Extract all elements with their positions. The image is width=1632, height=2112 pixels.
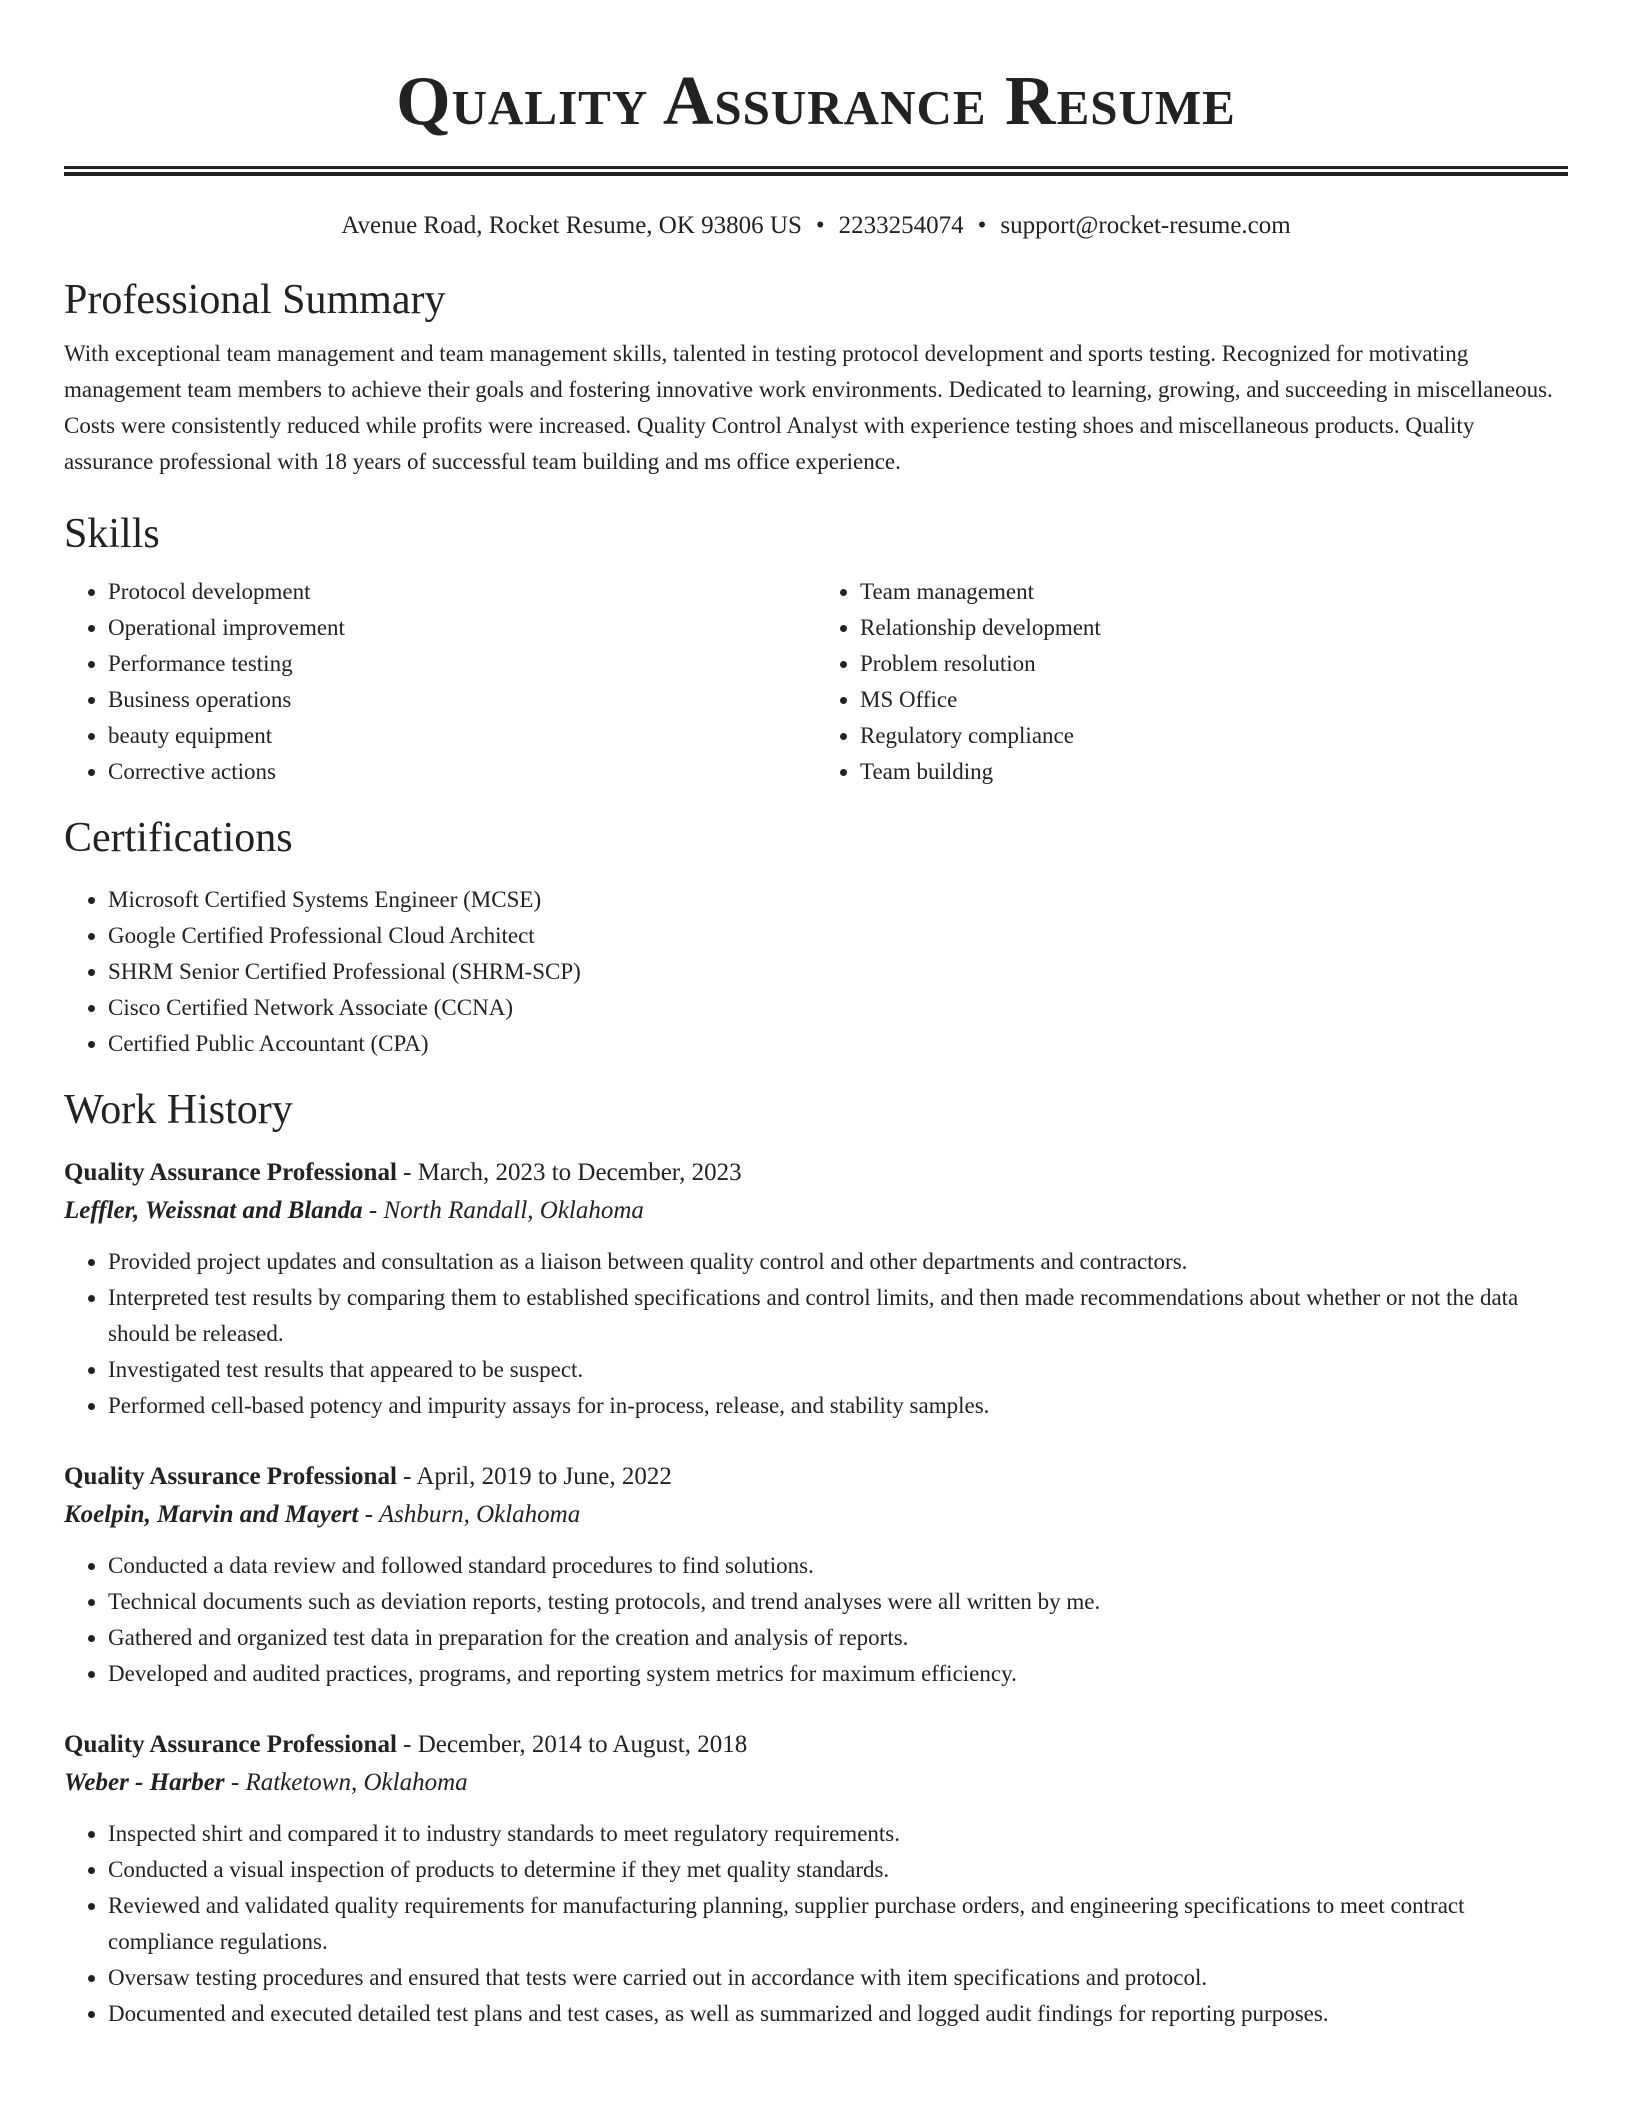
skill-item: • Team building xyxy=(860,754,1568,790)
skill-item: • beauty equipment xyxy=(108,718,816,754)
job-bullet-list xyxy=(64,1816,1568,2032)
job-bullet: • Oversaw testing procedures and ensured that tests were carried out in accordance with item specifications and protocol. xyxy=(108,1960,1568,1996)
skill-item: • MS Office xyxy=(860,682,1568,718)
job-dash: - xyxy=(358,1501,379,1528)
certification-item: • Microsoft Certified Systems Engineer (MCSE) xyxy=(108,882,1568,918)
job-bullet: • Conducted a data review and followed standard procedures to find solutions. xyxy=(108,1548,1568,1584)
title-divider xyxy=(64,166,1568,176)
skill-item: • Protocol development xyxy=(108,574,816,610)
job-bullet: • Conducted a visual inspection of products to determine if they met quality standards. xyxy=(108,1852,1568,1888)
job-dash: - xyxy=(224,1769,246,1796)
job-bullet-list xyxy=(64,1548,1568,1692)
skill-item: • Regulatory compliance xyxy=(860,718,1568,754)
certification-item: • SHRM Senior Certified Professional (SHRM-SCP) xyxy=(108,954,1568,990)
job-bullet: • Performed cell-based potency and impurity assays for in-process, release, and stability samples. xyxy=(108,1388,1568,1424)
job-dates: December, 2014 to August, 2018 xyxy=(417,1731,748,1758)
skill-item: • Corrective actions xyxy=(108,754,816,790)
resume-title: Quality Assurance Resume xyxy=(396,63,1236,140)
certification-item: • Google Certified Professional Cloud Architect xyxy=(108,918,1568,954)
contact-address: Avenue Road, Rocket Resume, OK 93806 US xyxy=(341,212,802,239)
job-bullet: • Technical documents such as deviation reports, testing protocols, and trend analyses were all written by me. xyxy=(108,1584,1568,1620)
skill-item: • Relationship development xyxy=(860,610,1568,646)
job-role: Quality Assurance Professional xyxy=(64,1731,397,1758)
skills-column-left xyxy=(64,574,816,790)
job-entry xyxy=(64,1726,1568,2032)
skills-list xyxy=(64,574,1568,790)
contact-email: support@rocket-resume.com xyxy=(1000,212,1291,239)
contact-separator: • xyxy=(977,212,987,239)
job-bullet: • Inspected shirt and compared it to industry standards to meet regulatory requirements. xyxy=(108,1816,1568,1852)
summary-heading: Professional Summary xyxy=(64,277,446,323)
job-bullet: • Reviewed and validated quality requirements for manufacturing planning, supplier purchase orders, and engineering specifications to meet contract compliance regulations. xyxy=(108,1888,1568,1960)
job-bullet: • Gathered and organized test data in preparation for the creation and analysis of reports. xyxy=(108,1620,1568,1656)
certifications-heading: Certifications xyxy=(64,815,293,861)
job-dash: - xyxy=(396,1463,417,1490)
job-dates: April, 2019 to June, 2022 xyxy=(416,1463,672,1490)
job-title-line xyxy=(64,1154,1568,1192)
job-bullet: • Provided project updates and consultation as a liaison between quality control and other departments and contractors. xyxy=(108,1244,1568,1280)
job-dash: - xyxy=(396,1731,418,1758)
skill-item: • Team management xyxy=(860,574,1568,610)
resume-page xyxy=(64,0,1568,2032)
contact-line xyxy=(64,210,1568,242)
job-entry xyxy=(64,1458,1568,1692)
certification-item: • Cisco Certified Network Associate (CCNA) xyxy=(108,990,1568,1026)
summary-text: With exceptional team management and team management skills, talented in testing protocol development and sports testing. Recognized for motivating management team members to achieve their goals and fostering innovative work environments. Dedicated to learning, growing, and succeeding in miscellaneous. Costs were consistently reduced while profits were increased. Quality Control Analyst with experience testing shoes and miscellaneous products. Quality assurance professional with 18 years of successful team building and ms office experience. xyxy=(64,341,1553,474)
contact-separator: • xyxy=(815,212,825,239)
certification-item: • Certified Public Accountant (CPA) xyxy=(108,1026,1568,1062)
job-dash: - xyxy=(396,1159,418,1186)
job-company-line xyxy=(64,1764,1568,1802)
job-company: Weber - Harber xyxy=(64,1769,225,1796)
contact-phone: 2233254074 xyxy=(838,212,964,239)
job-location: North Randall, Oklahoma xyxy=(383,1197,644,1224)
job-bullet: • Investigated test results that appeared to be suspect. xyxy=(108,1352,1568,1388)
job-location: Ashburn, Oklahoma xyxy=(378,1501,581,1528)
job-title-line xyxy=(64,1726,1568,1764)
skills-column-right xyxy=(816,574,1568,790)
skill-item: • Business operations xyxy=(108,682,816,718)
job-title-line xyxy=(64,1458,1568,1496)
certifications-list xyxy=(64,882,1568,1062)
work-history-heading: Work History xyxy=(64,1087,293,1133)
job-company: Leffler, Weissnat and Blanda xyxy=(64,1197,363,1224)
job-entry xyxy=(64,1154,1568,1424)
job-role: Quality Assurance Professional xyxy=(64,1159,397,1186)
job-location: Ratketown, Oklahoma xyxy=(245,1769,468,1796)
job-company: Koelpin, Marvin and Mayert xyxy=(64,1501,359,1528)
job-bullet: • Interpreted test results by comparing them to established specifications and control limits, and then made recommendations about whether or not the data should be released. xyxy=(108,1280,1568,1352)
job-dash: - xyxy=(362,1197,384,1224)
skill-item: • Problem resolution xyxy=(860,646,1568,682)
job-bullet-list xyxy=(64,1244,1568,1424)
job-role: Quality Assurance Professional xyxy=(64,1463,397,1490)
job-company-line xyxy=(64,1192,1568,1230)
job-bullet: • Developed and audited practices, programs, and reporting system metrics for maximum efficiency. xyxy=(108,1656,1568,1692)
skill-item: • Operational improvement xyxy=(108,610,816,646)
skill-item: • Performance testing xyxy=(108,646,816,682)
job-bullet: • Documented and executed detailed test plans and test cases, as well as summarized and logged audit findings for reporting purposes. xyxy=(108,1996,1568,2032)
job-dates: March, 2023 to December, 2023 xyxy=(417,1159,742,1186)
skills-heading: Skills xyxy=(64,511,160,557)
job-company-line xyxy=(64,1496,1568,1534)
